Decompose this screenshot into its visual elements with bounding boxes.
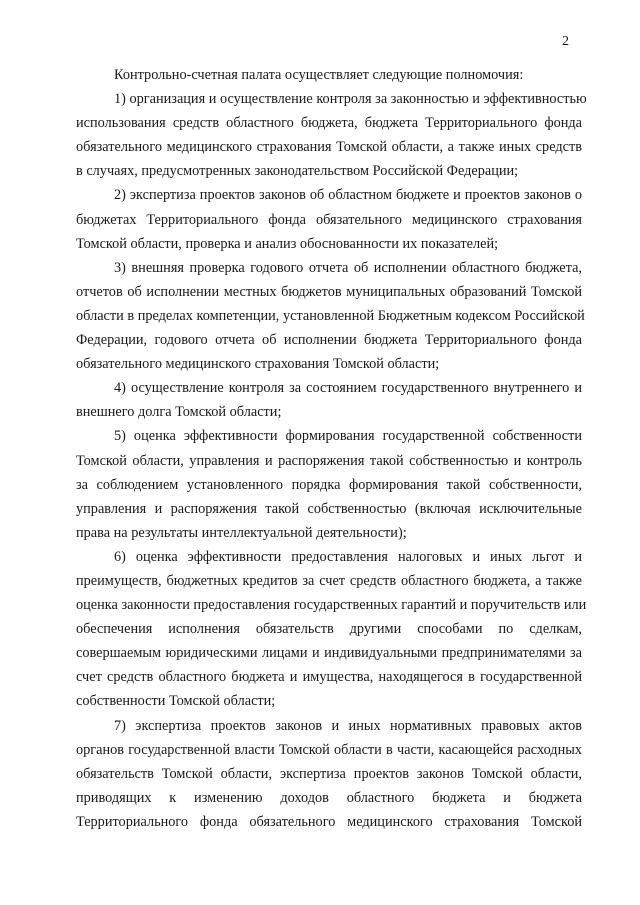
power-item-5 — [76, 424, 582, 544]
text-line: за соблюдением установленного порядка формирования такой собственности, — [76, 476, 582, 493]
text-line: обязательного медицинского страхования Томской области, а также иных средств — [76, 139, 582, 156]
text-line: 4) осуществление контроля за состоянием государственного внутреннего и — [114, 380, 582, 397]
power-item-7 — [76, 714, 582, 834]
text-line: внешнего долга Томской области; — [76, 404, 282, 421]
text-line: приводящих к изменению доходов областного бюджета и бюджета — [76, 789, 582, 806]
power-item-3 — [76, 256, 585, 376]
text-line: Томской области, управления и распоряжения такой собственностью и контроль — [76, 452, 582, 469]
power-item-4 — [76, 376, 582, 424]
intro-line: Контрольно-счетная палата осуществляет следующие полномочия: — [114, 67, 524, 83]
text-line: 7) экспертиза проектов законов и иных нормативных правовых актов — [114, 717, 582, 734]
text-line: Федерации, годового отчета об исполнении бюджета Территориального фонда — [76, 332, 582, 349]
text-line: области в пределах компетенции, установленной Бюджетным кодексом Российской — [76, 307, 585, 324]
text-line: в случаях, предусмотренных законодательством Российской Федерации; — [76, 163, 519, 180]
text-line: совершаемым юридическими лицами и индивидуальными предпринимателями за — [76, 645, 582, 662]
power-item-2 — [76, 183, 582, 255]
text-line: права на результаты интеллектуальной деятельности); — [76, 524, 407, 541]
text-line: оценка законности предоставления государственных гарантий и поручительств или — [76, 597, 587, 614]
text-line: обеспечения исполнения обязательств другими способами по сделкам, — [76, 621, 582, 638]
text-line: 1) организация и осуществление контроля за законностью и эффективностью — [114, 91, 587, 108]
text-line: Территориального фонда обязательного медицинского страхования Томской — [76, 813, 582, 830]
text-line: 6) оценка эффективности предоставления налоговых и иных льгот и — [114, 548, 582, 565]
text-line: обязательного медицинского страхования Томской области; — [76, 356, 440, 373]
text-line: 5) оценка эффективности формирования государственной собственности — [114, 428, 582, 445]
text-line: органов государственной власти Томской области в части, касающейся расходных — [76, 741, 582, 758]
text-line: 2) экспертиза проектов законов об областном бюджете и проектов законов о — [114, 187, 582, 204]
text-line: Томской области, проверка и анализ обоснованности их показателей; — [76, 235, 499, 252]
page-number: 2 — [562, 34, 569, 49]
powers-list — [76, 87, 587, 834]
document-body — [76, 63, 587, 834]
text-line: преимуществ, бюджетных кредитов за счет средств областного бюджета, а также — [76, 572, 582, 589]
text-line: счет средств областного бюджета и имущества, находящегося в государственной — [76, 669, 582, 686]
text-line: собственности Томской области; — [76, 693, 276, 710]
text-line: управления и распоряжения такой собственностью (включая исключительные — [76, 500, 582, 517]
text-line: бюджетах Территориального фонда обязательного медицинского страхования — [76, 211, 582, 228]
text-line: 3) внешняя проверка годового отчета об исполнении областного бюджета, — [114, 259, 582, 276]
intro-paragraph — [76, 63, 582, 87]
text-line: обязательств Томской области, экспертиза проектов законов Томской области, — [76, 765, 582, 782]
text-line: использования средств областного бюджета, бюджета Территориального фонда — [76, 115, 582, 132]
power-item-6 — [76, 545, 587, 714]
text-line: отчетов об исполнении местных бюджетов муниципальных образований Томской — [76, 283, 582, 300]
power-item-1 — [76, 87, 587, 183]
